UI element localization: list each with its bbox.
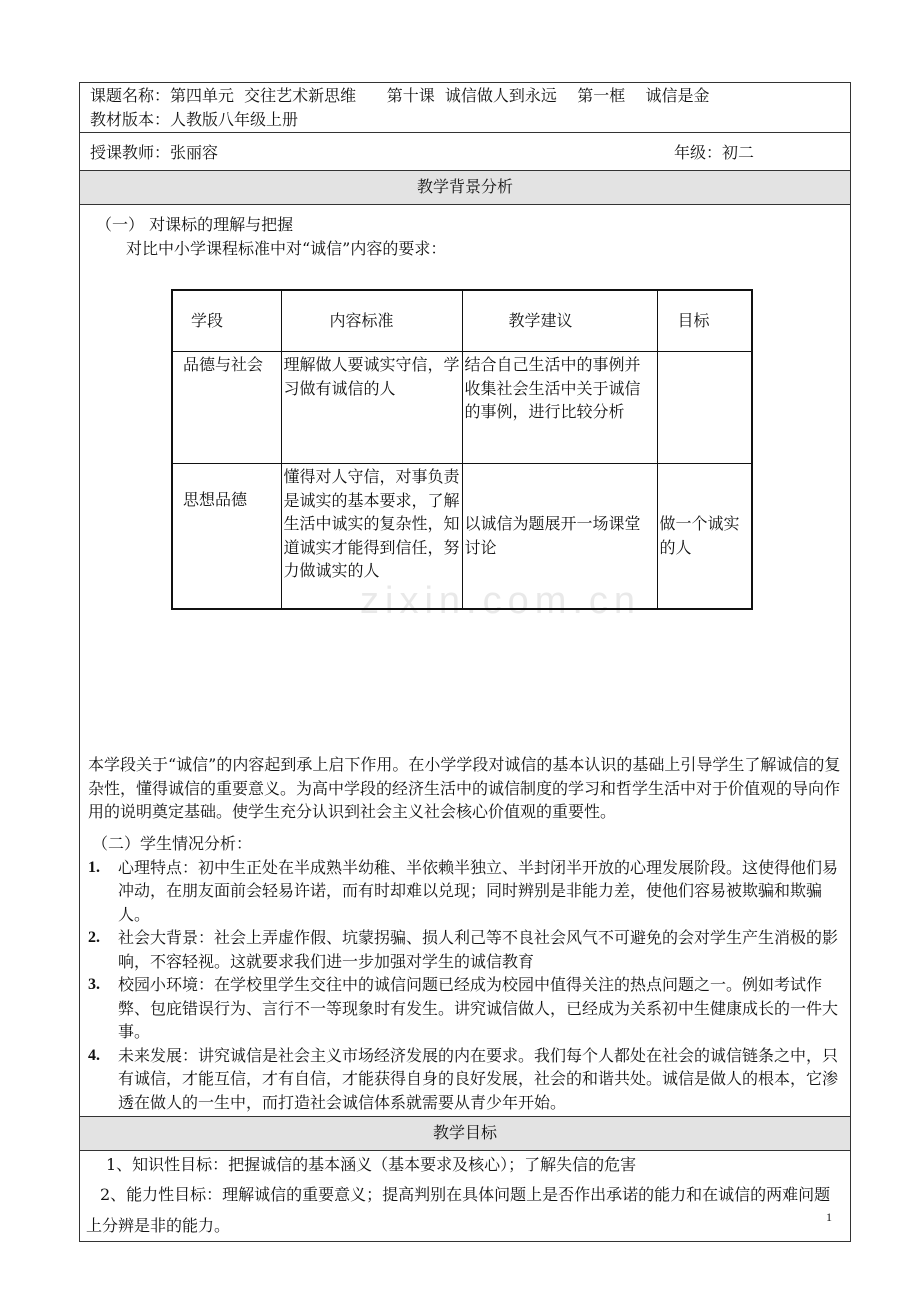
- table-cell: 懂得对人守信，对事负责是诚实的基本要求，了解生活中诚实的复杂性，知道诚实才能得到信任，努力做诚实的人: [281, 464, 462, 609]
- lesson-plan-table: [79, 82, 851, 1242]
- table-header: 目标: [657, 290, 752, 352]
- table-cell: 做一个诚实的人: [657, 464, 752, 609]
- curriculum-table: [171, 289, 753, 610]
- list-item: 3. 校园小环境：在学校里学生交往中的诚信问题已经成为校园中值得关注的热点问题之一。例如考试作弊、包庇错误行为、言行不一等现象时有发生。讲究诚信做人，已经成为关系初中生健康成长的一件大事。: [88, 975, 839, 1041]
- goals-section: [80, 1151, 850, 1241]
- watermark: zixin.com.cn: [360, 580, 642, 622]
- table-cell: [657, 352, 752, 464]
- sub-heading-1: （一） 对课标的理解与把握: [96, 215, 294, 234]
- table-header: 教学建议: [462, 290, 657, 352]
- table-cell: 品德与社会: [172, 352, 281, 464]
- grade: 年级：初二: [673, 143, 754, 162]
- goal-2: 2、能力性目标：理解诚信的重要意义；提高判别在具体问题上是否作出承诺的能力和在诚信的两难问题上分辨是非的能力。: [86, 1185, 831, 1235]
- textbook-line: 教材版本：人教版八年级上册: [90, 110, 299, 129]
- list-item: 4. 未来发展：讲究诚信是社会主义市场经济发展的内在要求。我们每个人都处在社会的诚信链条之中，只有诚信，才能互信，才有自信，才能获得自身的良好发展，社会的和谐共处。诚信是做人的根本，它渗透在做人的一生中，而打造社会诚信体系就需要从青少年开始。: [88, 1045, 839, 1112]
- list-item: 2. 社会大背景：社会上弄虚作假、坑蒙拐骗、损人利己等不良社会风气不可避免的会对学生产生消极的影响，不容轻视。这就要求我们进一步加强对学生的诚信教育: [88, 928, 839, 971]
- background-heading: 教学背景分析: [80, 171, 850, 205]
- table-cell: 理解做人要诚实守信，学习做有诚信的人: [281, 352, 462, 464]
- table-cell: 以诚信为题展开一场课堂讨论: [462, 464, 657, 609]
- student-analysis-list: [80, 856, 850, 1115]
- table-cell: 思想品德: [172, 464, 281, 609]
- table-header: 内容标准: [281, 290, 462, 352]
- title-row: [80, 83, 850, 133]
- table-row: [172, 464, 752, 609]
- goal-1: 1、知识性目标：把握诚信的基本涵义（基本要求及核心）；了解失信的危害: [106, 1155, 637, 1174]
- course-line: 课题名称：第四单元 交往艺术新思维 第十课 诚信做人到永远 第一框 诚信是金: [90, 86, 710, 105]
- table-header: 学段: [172, 290, 281, 352]
- table-header-row: [172, 290, 752, 352]
- teacher-name: 授课教师：张丽容: [90, 143, 219, 162]
- sub1-intro: 对比中小学课程标准中对“诚信”内容的要求：: [126, 239, 447, 258]
- sub-heading-2: （二）学生情况分析：: [92, 833, 253, 853]
- summary-paragraph: 本学段关于“诚信”的内容起到承上启下作用。在小学学段对诚信的基本认识的基础上引导学生了解诚信的复杂性，懂得诚信的重要意义。为高中学段的经济生活中的诚信制度的学习和哲学生活中对于价值观的导向作用的说明奠定基础。使学生充分认识到社会主义社会核心价值观的重要性。: [88, 755, 841, 821]
- background-section: [80, 205, 850, 1117]
- goals-heading: 教学目标: [80, 1117, 850, 1151]
- table-cell: 结合自己生活中的事例并收集社会生活中关于诚信的事例，进行比较分析: [462, 352, 657, 464]
- list-item: 1. 心理特点：初中生正处在半成熟半幼稚、半依赖半独立、半封闭半开放的心理发展阶段。这使得他们易冲动，在朋友面前会轻易许诺，而有时却难以兑现；同时辨别是非能力差，使他们容易被欺骗和欺骗人。: [88, 857, 839, 924]
- page-number: 1: [826, 1210, 832, 1224]
- table-row: [172, 352, 752, 464]
- teacher-row: [80, 133, 850, 171]
